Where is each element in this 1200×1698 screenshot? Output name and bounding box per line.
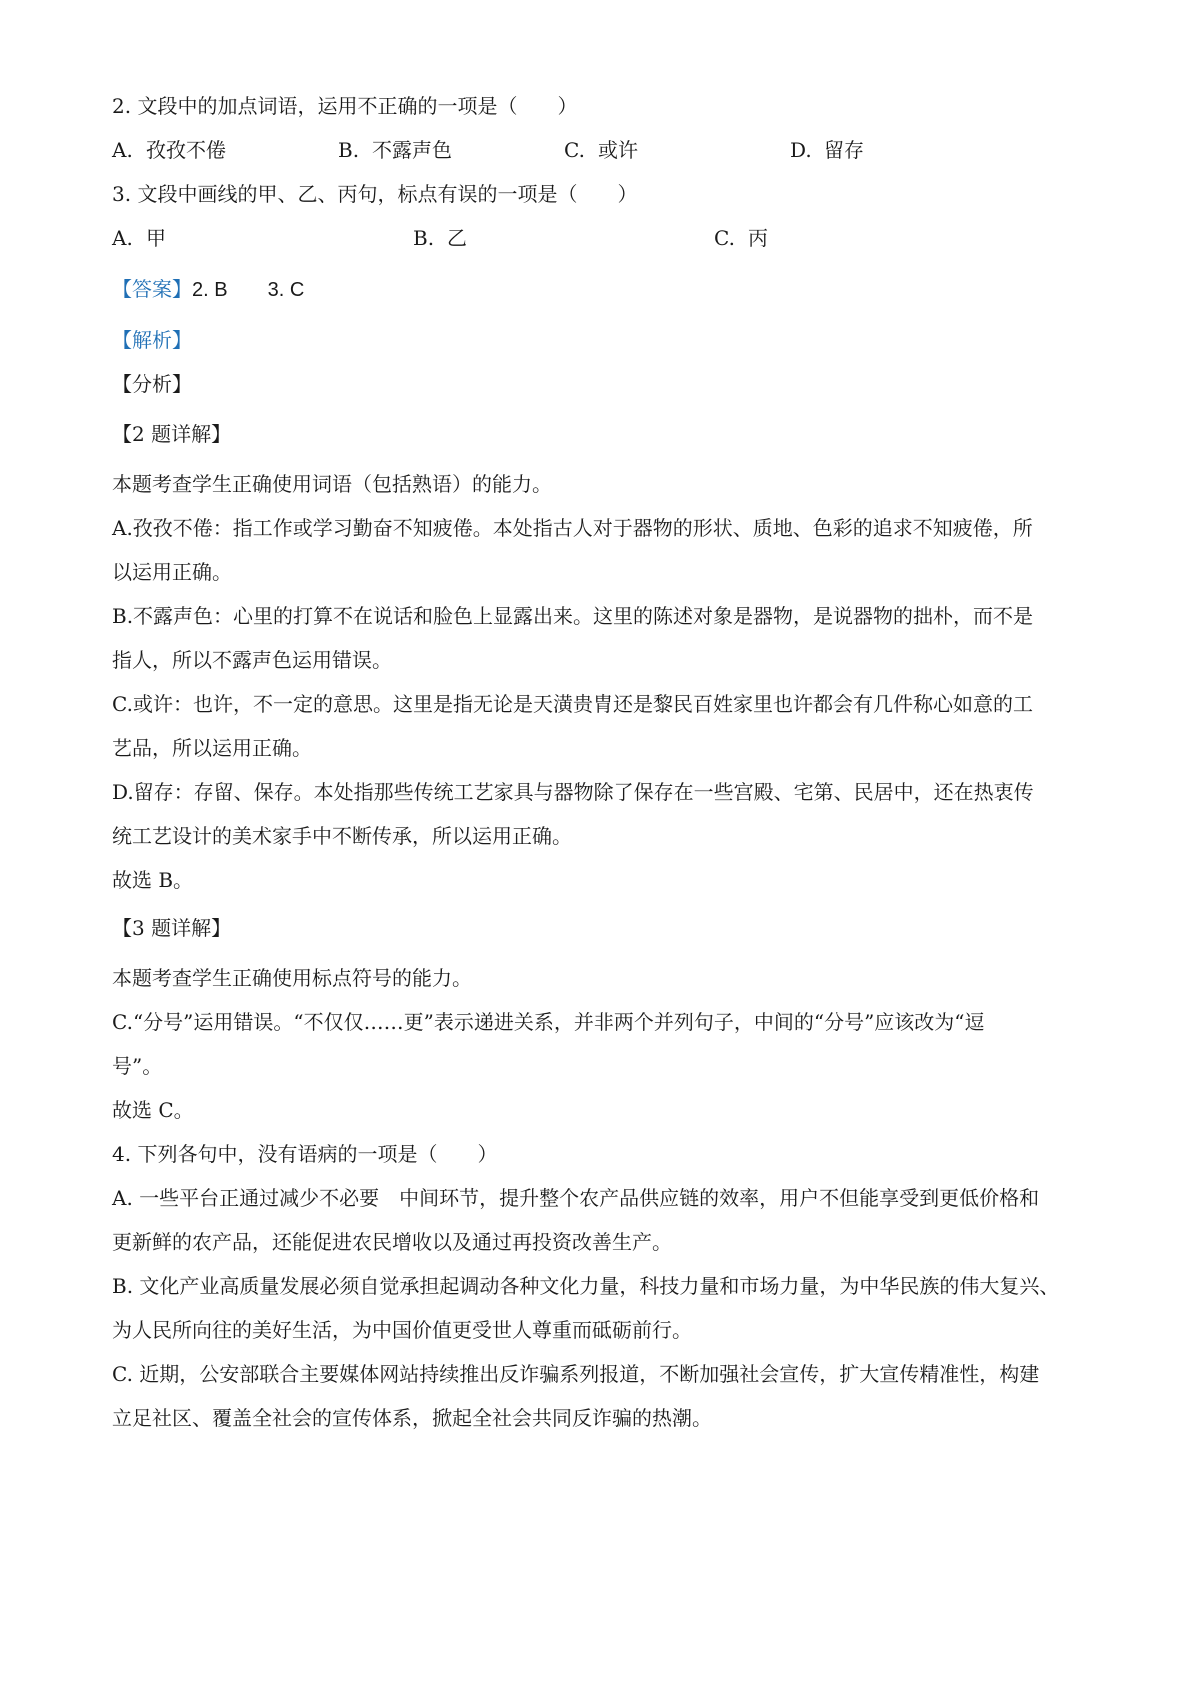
question-4-option-b: B. 文化产业高质量发展必须自觉承担起调动各种文化力量，科技力量和市场力量，为中华民族的伟大复兴、	[112, 1274, 1060, 1298]
question-2-option-b: B. 不露声色	[338, 138, 452, 162]
detail-2-line: 指人，所以不露声色运用错误。	[112, 648, 392, 672]
detail-2-line: A.孜孜不倦：指工作或学习勤奋不知疲倦。本处指古人对于器物的形状、质地、色彩的追求不知疲倦，所	[112, 516, 1033, 540]
analysis-tag: 【解析】	[112, 328, 192, 352]
question-3-options	[112, 224, 1102, 252]
answer-tag: 【答案】	[112, 277, 192, 301]
detail-2-heading: 【2 题详解】	[112, 422, 232, 446]
detail-2-line: 本题考查学生正确使用词语（包括熟语）的能力。	[112, 472, 552, 496]
detail-2-line: C.或许：也许，不一定的意思。这里是指无论是天潢贵胄还是黎民百姓家里也许都会有几件称心如意的工	[112, 692, 1033, 716]
question-4-option-b-cont: 为人民所向往的美好生活，为中国价值更受世人尊重而砥砺前行。	[112, 1318, 692, 1342]
detail-3-line: C.“分号”运用错误。“不仅仅……更”表示递进关系，并非两个并列句子，中间的“分号”应该改为“逗	[112, 1010, 985, 1034]
question-4-stem: 4. 下列各句中，没有语病的一项是（ ）	[112, 1142, 498, 1166]
question-3-option-a: A. 甲	[112, 226, 166, 250]
question-2-options	[112, 136, 1102, 164]
answer-3: 3. C	[267, 279, 305, 301]
detail-2-line: B.不露声色：心里的打算不在说话和脸色上显露出来。这里的陈述对象是器物，是说器物的拙朴，而不是	[112, 604, 1034, 628]
question-3-option-c: C. 丙	[714, 226, 768, 250]
detail-3-heading: 【3 题详解】	[112, 916, 232, 940]
question-3-stem: 3. 文段中画线的甲、乙、丙句，标点有误的一项是（ ）	[112, 182, 638, 206]
question-4-option-a: A. 一些平台正通过减少不必要 中间环节，提升整个农产品供应链的效率，用户不但能享受到更低价格和	[112, 1186, 1040, 1210]
detail-2-line: 以运用正确。	[112, 560, 232, 584]
answer-line	[112, 275, 1102, 304]
detail-3-conclusion: 故选 C。	[112, 1098, 194, 1122]
question-2-option-d: D. 留存	[790, 138, 864, 162]
question-4-option-c-cont: 立足社区、覆盖全社会的宣传体系，掀起全社会共同反诈骗的热潮。	[112, 1406, 712, 1430]
question-2-option-c: C. 或许	[564, 138, 638, 162]
question-4-option-a-cont: 更新鲜的农产品，还能促进农民增收以及通过再投资改善生产。	[112, 1230, 672, 1254]
detail-2-conclusion: 故选 B。	[112, 868, 194, 892]
detail-2-line: 统工艺设计的美术家手中不断传承，所以运用正确。	[112, 824, 572, 848]
question-3-option-b: B. 乙	[413, 226, 467, 250]
question-4-option-c: C. 近期，公安部联合主要媒体网站持续推出反诈骗系列报道，不断加强社会宣传，扩大宣传精准性，构建	[112, 1362, 1040, 1386]
answer-2: 2. B	[192, 279, 228, 301]
detail-3-line: 本题考查学生正确使用标点符号的能力。	[112, 966, 472, 990]
detail-2-line: 艺品，所以运用正确。	[112, 736, 312, 760]
detail-3-line: 号”。	[112, 1054, 163, 1078]
question-2-stem: 2. 文段中的加点词语，运用不正确的一项是（ ）	[112, 94, 578, 118]
fenxi-tag: 【分析】	[112, 372, 192, 396]
detail-2-line: D.留存：存留、保存。本处指那些传统工艺家具与器物除了保存在一些宫殿、宅第、民居中，还在热衷传	[112, 780, 1034, 804]
question-2-option-a: A. 孜孜不倦	[112, 138, 226, 162]
